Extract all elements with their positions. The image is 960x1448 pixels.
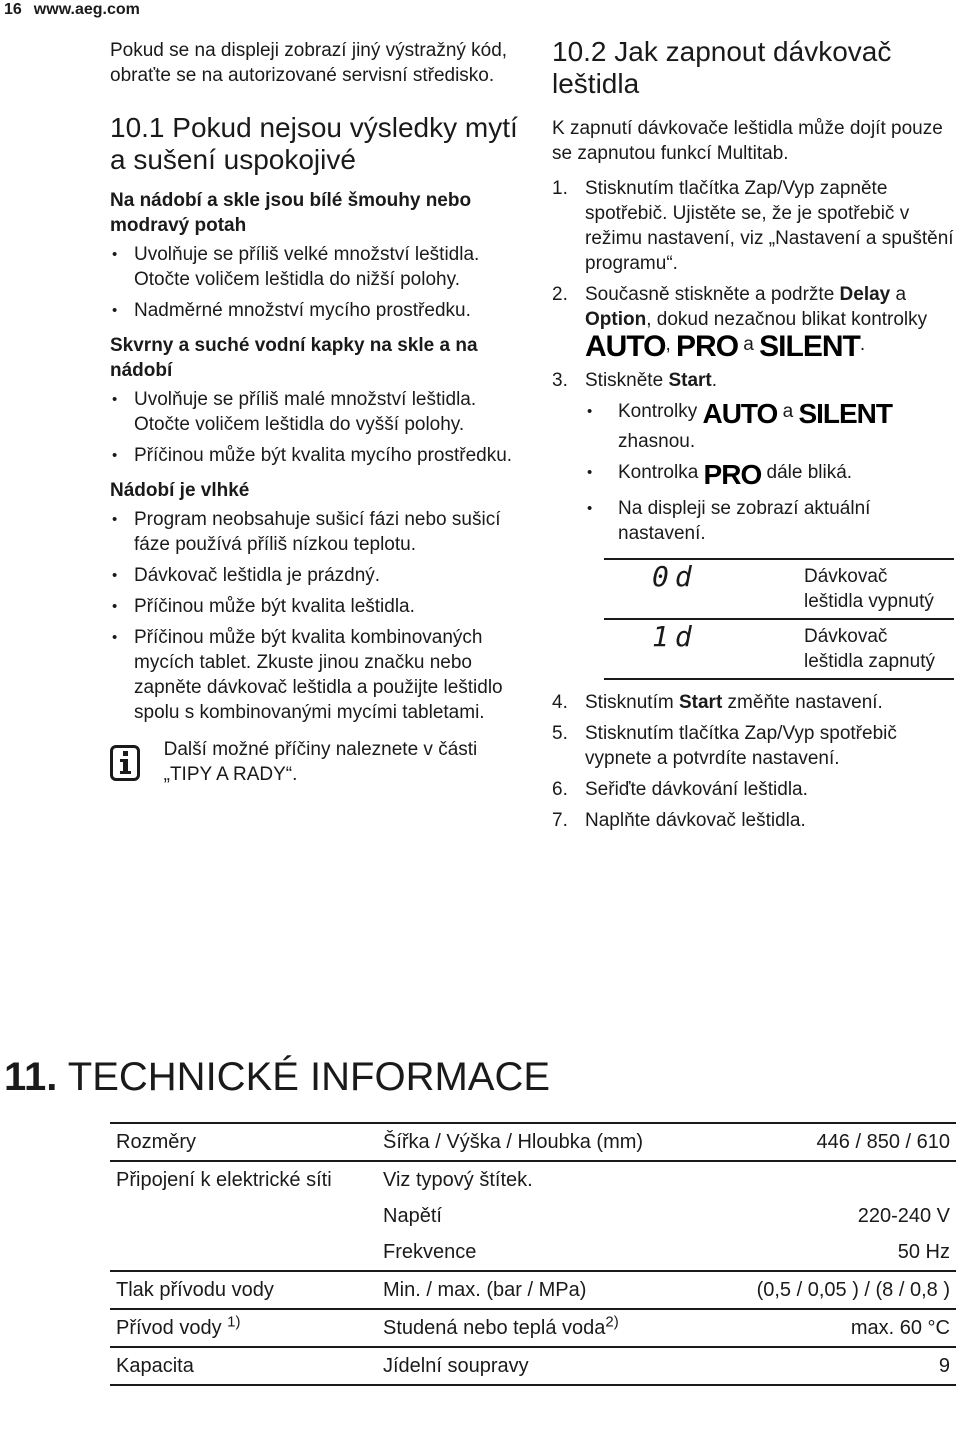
table-row [110,1347,956,1385]
step-3 [552,368,957,546]
spec-detail: Viz typový štítek. [383,1169,533,1191]
substep-list [585,399,957,546]
step-number: 7. [552,810,568,831]
list-item: • Program neobsahuje sušicí fázi nebo sušicí fáze používá příliš nízkou teplotu. [110,507,520,557]
cause-list [110,387,520,468]
step-text: . [711,370,718,391]
section-title-10-2: 10.2 Jak zapnout dávkovač leštidla [552,36,892,99]
pro-indicator-icon: PRO [703,459,762,490]
step-text: Stisknutím tlačítka Zap/Vyp spotřebič vypnete a potvrdíte nastavení. [585,723,897,769]
start-label: Start [668,370,712,391]
step-text: Současně stiskněte a podržte [585,284,840,305]
step-text: Kontrolky [618,401,703,422]
spec-label-text: Přívod vody [116,1317,228,1339]
cause-list [110,507,520,725]
spec-value: (0,5 / 0,05 ) / (8 / 0,8 ) [756,1279,950,1301]
display-code-meaning: Dávkovač leštidla vypnutý [798,559,954,619]
step-text: a [777,401,799,422]
spec-detail-text: Studená nebo teplá voda [383,1317,606,1339]
display-code: 0d [604,559,798,619]
step-5 [552,721,957,771]
list-item [585,460,957,490]
table-row [110,1309,956,1347]
option-label: Option [585,309,647,330]
display-code: 1d [604,619,798,679]
spec-label [110,1198,377,1234]
list-item: • Příčinou může být kvalita kombinovaných mycích tablet. Zkuste jinou značku nebo zapněte dávkovač leštidla a použijte leštidlo spolu s kombinovanými mycími tabletami. [110,625,520,725]
spec-value: 50 Hz [897,1241,950,1263]
delay-label: Delay [839,284,891,305]
spec-label: Rozměry [116,1131,197,1153]
step-text: a [890,284,907,305]
silent-indicator-icon: SILENT [759,330,860,363]
step-text: Seřiďte dávkování leštidla. [585,779,808,800]
step-number: 4. [552,692,568,713]
tech-info-title [4,1052,550,1102]
step-text: Stiskněte [585,370,669,391]
list-item [585,399,957,454]
step-text: . [859,334,866,355]
spec-label: Kapacita [116,1355,194,1377]
spec-label [110,1234,377,1271]
table-row [110,1161,956,1198]
step-text: Stisknutím [585,692,679,713]
step-number: 1. [552,178,568,199]
spec-detail: Min. / max. (bar / MPa) [383,1279,587,1301]
table-row [604,559,954,619]
auto-indicator-icon: AUTO [702,398,778,429]
list-item: • Příčinou může být kvalita leštidla. [110,594,520,619]
spec-value: max. 60 °C [850,1317,950,1339]
list-item: • Na displeji se zobrazí aktuální nastavení. [585,496,957,546]
spec-value: 220-240 V [857,1205,950,1227]
spec-label [110,1309,377,1347]
step-text: Kontrolka [618,462,704,483]
table-row [110,1234,956,1271]
table-row [604,619,954,679]
cause-list [110,242,520,323]
spec-detail: Jídelní soupravy [383,1355,529,1377]
header-url: www.aeg.com [33,1,140,18]
problem-heading: Na nádobí a skle jsou bílé šmouhy nebo modravý potah [110,190,472,236]
spec-detail [377,1309,699,1347]
step-text: a [738,334,760,355]
section-title-text: TECHNICKÉ INFORMACE [67,1055,551,1099]
list-item: • Příčinou může být kvalita mycího prostředku. [110,443,520,468]
table-row [110,1198,956,1234]
table-row [110,1271,956,1309]
step-number: 3. [552,370,568,391]
section-title-10-1: 10.1 Pokud nejsou výsledky mytí a sušení uspokojivé [110,112,518,175]
page-number: 16 [4,1,22,18]
step-text: Stisknutím tlačítka Zap/Vyp zapněte spotřebič. Ujistěte se, že je spotřebič v režimu nastavení, viz „Nastavení a spuštění programu“. [585,178,954,274]
spec-label: Připojení k elektrické síti [116,1169,332,1191]
display-code-table [604,558,954,680]
step-number: 6. [552,779,568,800]
spec-value: 446 / 850 / 610 [816,1131,950,1153]
spec-detail: Napětí [383,1205,442,1227]
section-number: 11. [4,1055,58,1099]
step-7 [552,808,957,833]
spec-detail: Šířka / Výška / Hloubka (mm) [383,1131,644,1153]
list-item: • Uvolňuje se příliš velké množství leštidla. Otočte voličem leštidla do nižší polohy. [110,242,520,292]
auto-indicator-icon: AUTO [585,330,666,363]
warning-intro: Pokud se na displeji zobrazí jiný výstražný kód, obraťte se na autorizované servisní středisko. [110,40,508,86]
spec-detail: Frekvence [383,1241,477,1263]
problem-heading: Nádobí je vlhké [110,480,250,501]
list-item: • Nadměrné množství mycího prostředku. [110,298,520,323]
info-icon [110,745,140,781]
steps-list [552,176,957,546]
list-item: • Dávkovač leštidla je prázdný. [110,563,520,588]
spec-value: 9 [938,1355,950,1377]
display-code-meaning: Dávkovač leštidla zapnutý [798,619,954,679]
info-note [110,737,520,787]
footnote-mark: 2) [605,1313,619,1331]
left-column [110,38,520,787]
step-1 [552,176,957,276]
step-text: zhasnou. [618,431,696,452]
step-text: , dokud nezačnou blikat kontrolky [646,309,928,330]
step-text: změňte nastavení. [722,692,883,713]
step-text: Naplňte dávkovač leštidla. [585,810,806,831]
section-intro: K zapnutí dávkovače leštidla může dojít pouze se zapnutou funkcí Multitab. [552,118,943,164]
problem-heading: Skvrny a suché vodní kapky na skle a na nádobí [110,335,478,381]
silent-indicator-icon: SILENT [798,398,892,429]
step-2 [552,282,957,362]
start-label: Start [678,692,723,713]
step-6 [552,777,957,802]
right-column [552,36,957,839]
table-row [110,1123,956,1161]
tech-spec-table [110,1122,956,1386]
step-number: 2. [552,284,568,305]
list-item: • Uvolňuje se příliš malé množství leštidla. Otočte voličem leštidla do vyšší polohy. [110,387,520,437]
footnote-mark: 1) [227,1313,241,1331]
pro-indicator-icon: PRO [676,330,739,363]
page-header [4,0,140,20]
step-text: dále bliká. [761,462,853,483]
spec-label: Tlak přívodu vody [116,1279,274,1301]
info-note-text: Další možné příčiny naleznete v části „TIPY A RADY“. [163,739,478,785]
steps-list-continued [552,690,957,833]
step-number: 5. [552,723,568,744]
step-text: , [665,334,677,355]
step-4 [552,690,957,715]
spec-value [699,1161,956,1198]
